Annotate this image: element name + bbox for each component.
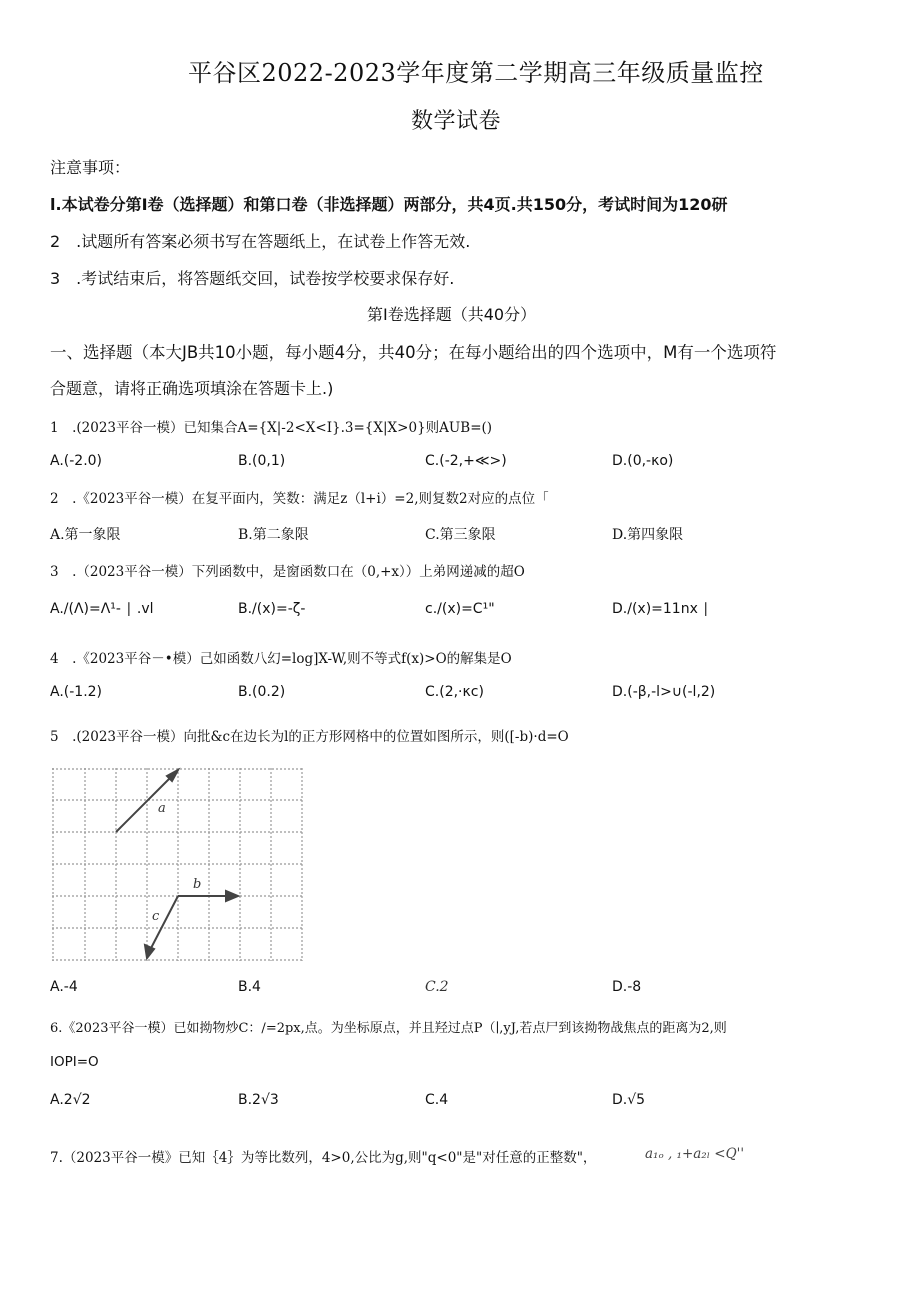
- question-5-stem: 5 .(2023平谷一模）向批&c在边长为l的正方形网格中的位置如图所示，则([-b)·d=O: [50, 729, 569, 745]
- vector-b-label: b: [193, 877, 202, 892]
- question-1-option-d: D.(0,-κo): [612, 453, 674, 469]
- notice-item-2: 2 .试题所有答案必须书写在答题纸上，在试卷上作答无效.: [50, 232, 471, 251]
- question-3-option-b: B./(x)=-ζ-: [238, 601, 306, 617]
- question-5-option-c: C.2: [425, 979, 449, 995]
- question-1-option-a: A.(-2.0): [50, 453, 103, 469]
- notice-item-3: 3 .考试结束后，将答题纸交回，试卷按学校要求保存好.: [50, 269, 455, 288]
- notice-item-1: l.本试卷分第I卷（选择题）和第口卷（非选择题）两部分，共4页.共150分，考试时间为120研: [50, 195, 728, 214]
- question-2-option-b: B.第二象限: [238, 527, 309, 543]
- question-2-option-d: D.第四象限: [612, 527, 684, 543]
- vector-grid-figure: [50, 766, 306, 963]
- question-3-option-d: D./(x)=11nx ∣: [612, 601, 710, 617]
- question-2-option-a: A.第一象限: [50, 527, 121, 543]
- question-4-option-c: C.(2,·κc): [425, 684, 484, 700]
- question-1-option-c: C.(-2,+≪>): [425, 453, 507, 469]
- question-3-option-c: c./(x)=C¹": [425, 601, 495, 617]
- question-5-option-a: A.-4: [50, 979, 78, 995]
- question-4-stem: 4 .《2023平谷－•模）己如函数八幻=log]X-W,则不等式f(x)>O的解集是O: [50, 651, 512, 667]
- question-6-option-d: D.√5: [612, 1092, 646, 1108]
- section-instruction-2: 合题意，请将正确选项填涂在答题卡上.): [50, 379, 334, 398]
- vector-a-label: a: [158, 801, 166, 816]
- vector-c-label: c: [152, 909, 160, 924]
- question-7-stem: 7.（2023平谷一模》已知｛4｝为等比数列，4>0,公比为g,则"q<0"是"对任意的正整数"，: [50, 1150, 597, 1166]
- question-7-stem-tail: a₁ₒ , ₁+a₂ₗ <Q'': [645, 1146, 745, 1162]
- question-6-stem-line2: IOPI=O: [50, 1054, 99, 1070]
- question-4-option-d: D.(-β,-l>∪(-l,2): [612, 684, 716, 700]
- section-instruction-1: 一、选择题（本大JB共10小题，每小题4分，共40分；在每小题给出的四个选项中，M有一个选项符: [50, 343, 777, 362]
- vector-c-line: [149, 896, 178, 952]
- grid-lines: [52, 768, 304, 961]
- question-5-option-d: D.-8: [612, 979, 642, 995]
- question-1-stem: 1 .(2023平谷一模）已知集合A={X|-2<X<I}.3={X|X>0}则AUB=(): [50, 420, 493, 436]
- question-4-option-a: A.(-1.2): [50, 684, 103, 700]
- question-4-option-b: B.(0.2): [238, 684, 286, 700]
- question-1-option-b: B.(0,1): [238, 453, 286, 469]
- question-3-stem: 3 .（2023平谷一模）下列函数中，是窗函数口在（0,+x））上弟网递减的超O: [50, 564, 525, 580]
- section-heading: 第I卷选择题（共40分）: [367, 305, 537, 324]
- question-5-option-b: B.4: [238, 979, 261, 995]
- page-title: 平谷区2022-2023学年度第二学期高三年级质量监控: [188, 59, 764, 87]
- question-2-option-c: C.第三象限: [425, 527, 496, 543]
- question-6-option-a: A.2√2: [50, 1092, 91, 1108]
- page-subtitle: 数学试卷: [411, 109, 502, 134]
- question-6-option-b: B.2√3: [238, 1092, 279, 1108]
- question-6-option-c: C.4: [425, 1092, 449, 1108]
- question-2-stem: 2 .《2023平谷一模）在复平面内，笑数：满足z（l+i）=2,则复数2对应的点位「: [50, 491, 549, 507]
- question-6-stem: 6.《2023平谷一模）已如拗物炒C：/=2px,点。为坐标原点，并且羟过点P（∣,yJ,若点尸到该拗物战焦点的距离为2,则: [50, 1021, 727, 1036]
- question-3-option-a: A./(Λ)=Λ¹- ∣ .vl: [50, 601, 154, 617]
- notice-heading: 注意事项：: [50, 158, 131, 177]
- vector-b-arrowhead: [226, 891, 238, 901]
